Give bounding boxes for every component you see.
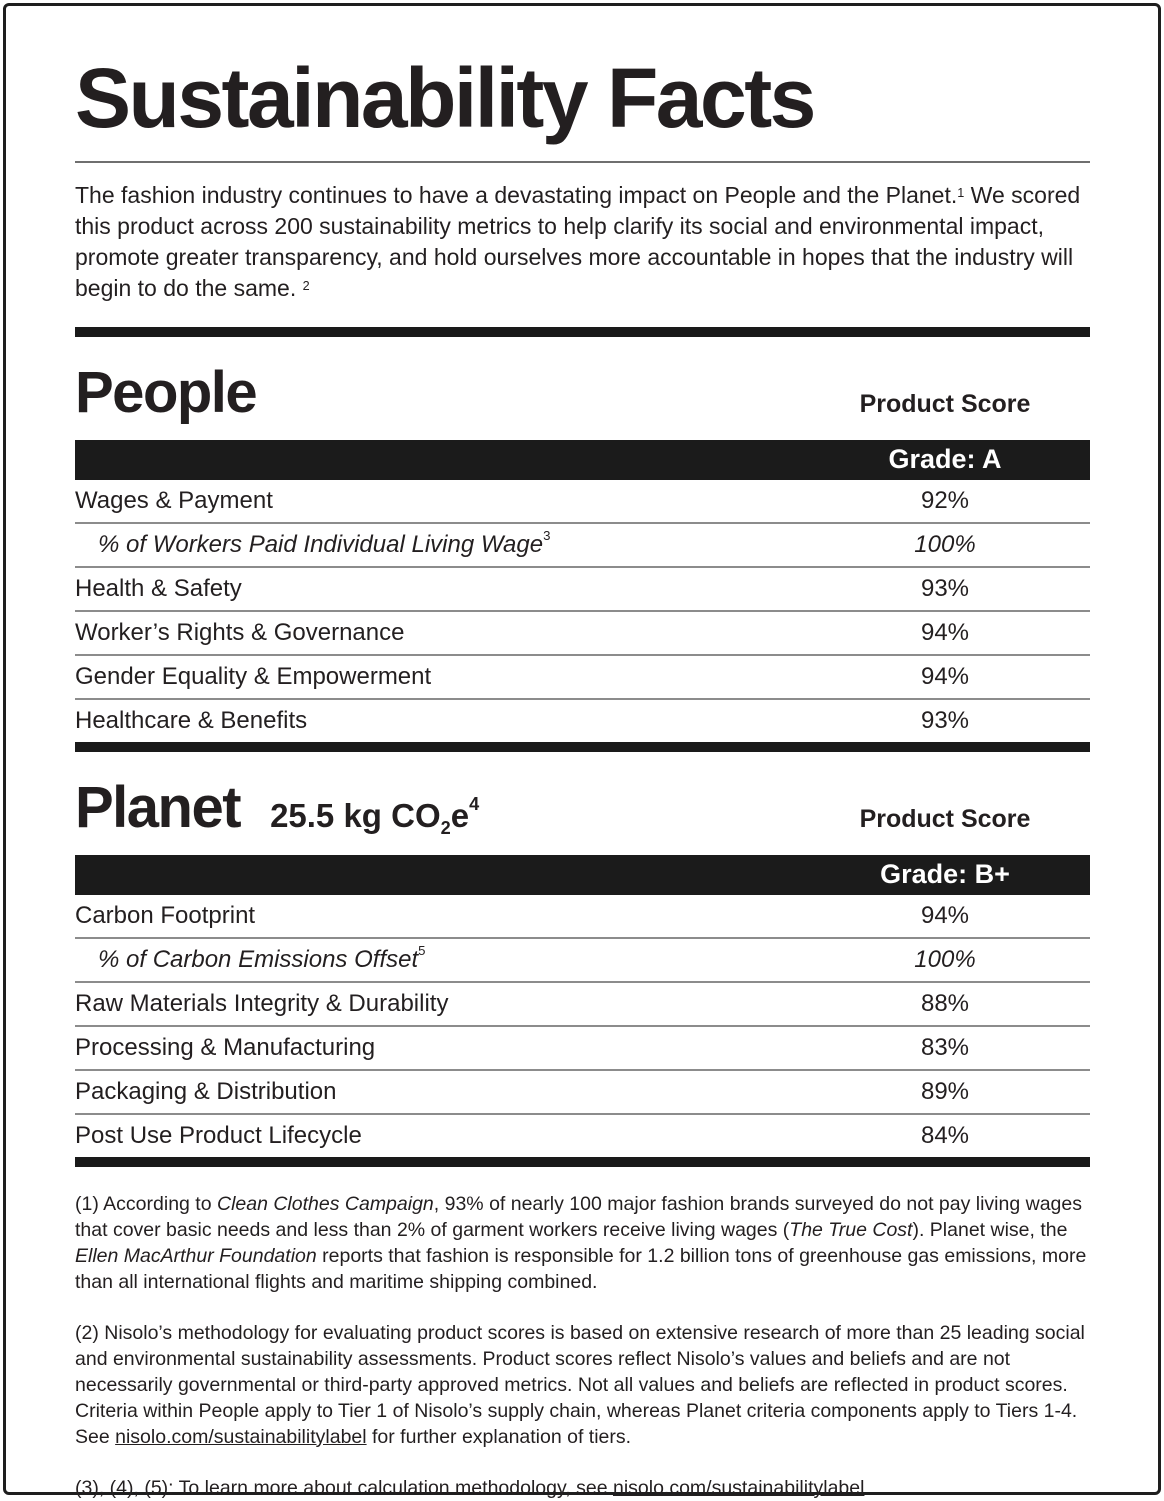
table-row [75, 1071, 1090, 1115]
footnote-marker: 4 [469, 793, 480, 814]
section-divider-people-bottom [75, 742, 1090, 752]
footnote-marker: 2 [302, 278, 310, 293]
footnote-3: (3), (4), (5): To learn more about calculation methodology, see nisolo.com/sustainabilitylabel [75, 1476, 865, 1499]
table-row [75, 895, 1090, 939]
people-grade-value: Grade: A [888, 444, 1002, 475]
table-row [75, 1027, 1090, 1071]
planet-section [75, 776, 1090, 1167]
row-value: 92% [920, 486, 970, 514]
planet-grade-value: Grade: B+ [880, 859, 1010, 890]
row-label: % of Workers Paid Individual Living Wage$^3$ [98, 528, 551, 558]
row-label: Wages & Payment [75, 486, 273, 514]
co2-equivalent-value: 25.5 kg $CO_2e^4$ [270, 793, 480, 839]
row-value: 88% [920, 989, 970, 1017]
row-label: Healthcare & Benefits [75, 706, 308, 734]
row-label: Processing & Manufacturing [75, 1033, 376, 1061]
intro-paragraph: The fashion industry continues to have a devastating impact on People and the Planet.$^1$ We scored this product across 200 sustainability metrics to help clarify its social and environmental impact, promote greater transparency, and hold ourselves more accountable in hopes that the industry will begin to do the same. $^2$ [75, 182, 1081, 302]
page-title: Sustainability Facts [75, 51, 814, 145]
table-row [75, 700, 1090, 742]
row-label: Packaging & Distribution [75, 1077, 337, 1105]
row-value: 100% [914, 945, 976, 973]
row-value: 94% [920, 662, 970, 690]
footnote-2: (2) Nisolo’s methodology for evaluating product scores is based on extensive research of more than 25 leading social and environmental sustainability assessments. Product scores reflect Nisolo’s values and beliefs and are not necessarily governmental or third-party approved metrics. Not all values and beliefs are reflected in product scores. Criteria within People apply to Tier 1 of Nisolo’s supply chain, whereas Planet criteria components apply to Tiers 1-4. See nisolo.com/sustainabilitylabel for further explanation of tiers. [75, 1321, 1085, 1448]
row-value: 93% [920, 574, 970, 602]
people-section-header [75, 361, 1090, 425]
title-divider [75, 161, 1090, 163]
sustainability-label [75, 0, 1090, 1501]
table-row [75, 568, 1090, 612]
planet-section-title: Planet [75, 774, 241, 840]
footnotes [75, 1191, 1090, 1501]
people-table [75, 480, 1090, 742]
table-row [75, 524, 1090, 568]
row-value: 89% [920, 1077, 970, 1105]
row-value: 94% [920, 901, 970, 929]
table-row [75, 983, 1090, 1027]
table-row [75, 656, 1090, 700]
footnote-marker: 3 [543, 528, 551, 544]
row-label: Raw Materials Integrity & Durability [75, 989, 449, 1017]
people-grade-bar [75, 440, 1090, 480]
section-divider-planet-bottom [75, 1157, 1090, 1167]
planet-product-score-label: Product Score [859, 804, 1031, 833]
table-row [75, 1115, 1090, 1157]
people-section-title: People [75, 360, 257, 426]
sustainability-label-link[interactable]: nisolo.com/sustainabilitylabel [115, 1425, 367, 1448]
planet-table [75, 895, 1090, 1157]
row-value: 83% [920, 1033, 970, 1061]
section-divider-top [75, 327, 1090, 337]
footnote-1: (1) According to Clean Clothes Campaign, 93% of nearly 100 major fashion brands surveyed do not pay living wages that cover basic needs and less than 2% of garment workers receive living wages (The True Cost). Planet wise, the Ellen MacArthur Foundation reports that fashion is responsible for 1.2 billion tons of greenhouse gas emissions, more than all international flights and maritime shipping combined. [75, 1192, 1087, 1293]
row-label: Gender Equality & Empowerment [75, 662, 432, 690]
people-product-score-label: Product Score [859, 390, 1031, 419]
table-row [75, 480, 1090, 524]
row-value: 94% [920, 618, 970, 646]
row-label: % of Carbon Emissions Offset$^5$ [98, 943, 426, 973]
footnote-marker: 5 [418, 943, 426, 959]
planet-section-header [75, 776, 1090, 840]
row-label: Post Use Product Lifecycle [75, 1121, 362, 1149]
row-value: 84% [920, 1121, 970, 1149]
row-label: Worker’s Rights & Governance [75, 618, 405, 646]
row-value: 100% [914, 530, 976, 558]
row-label: Carbon Footprint [75, 901, 256, 929]
table-row [75, 939, 1090, 983]
row-value: 93% [920, 706, 970, 734]
table-row [75, 612, 1090, 656]
people-section [75, 361, 1090, 752]
footnote-marker: 1 [957, 185, 965, 200]
planet-grade-bar [75, 855, 1090, 895]
row-label: Health & Safety [75, 574, 242, 602]
sustainability-label-link[interactable]: nisolo.com/sustainabilitylabel [612, 1476, 865, 1499]
